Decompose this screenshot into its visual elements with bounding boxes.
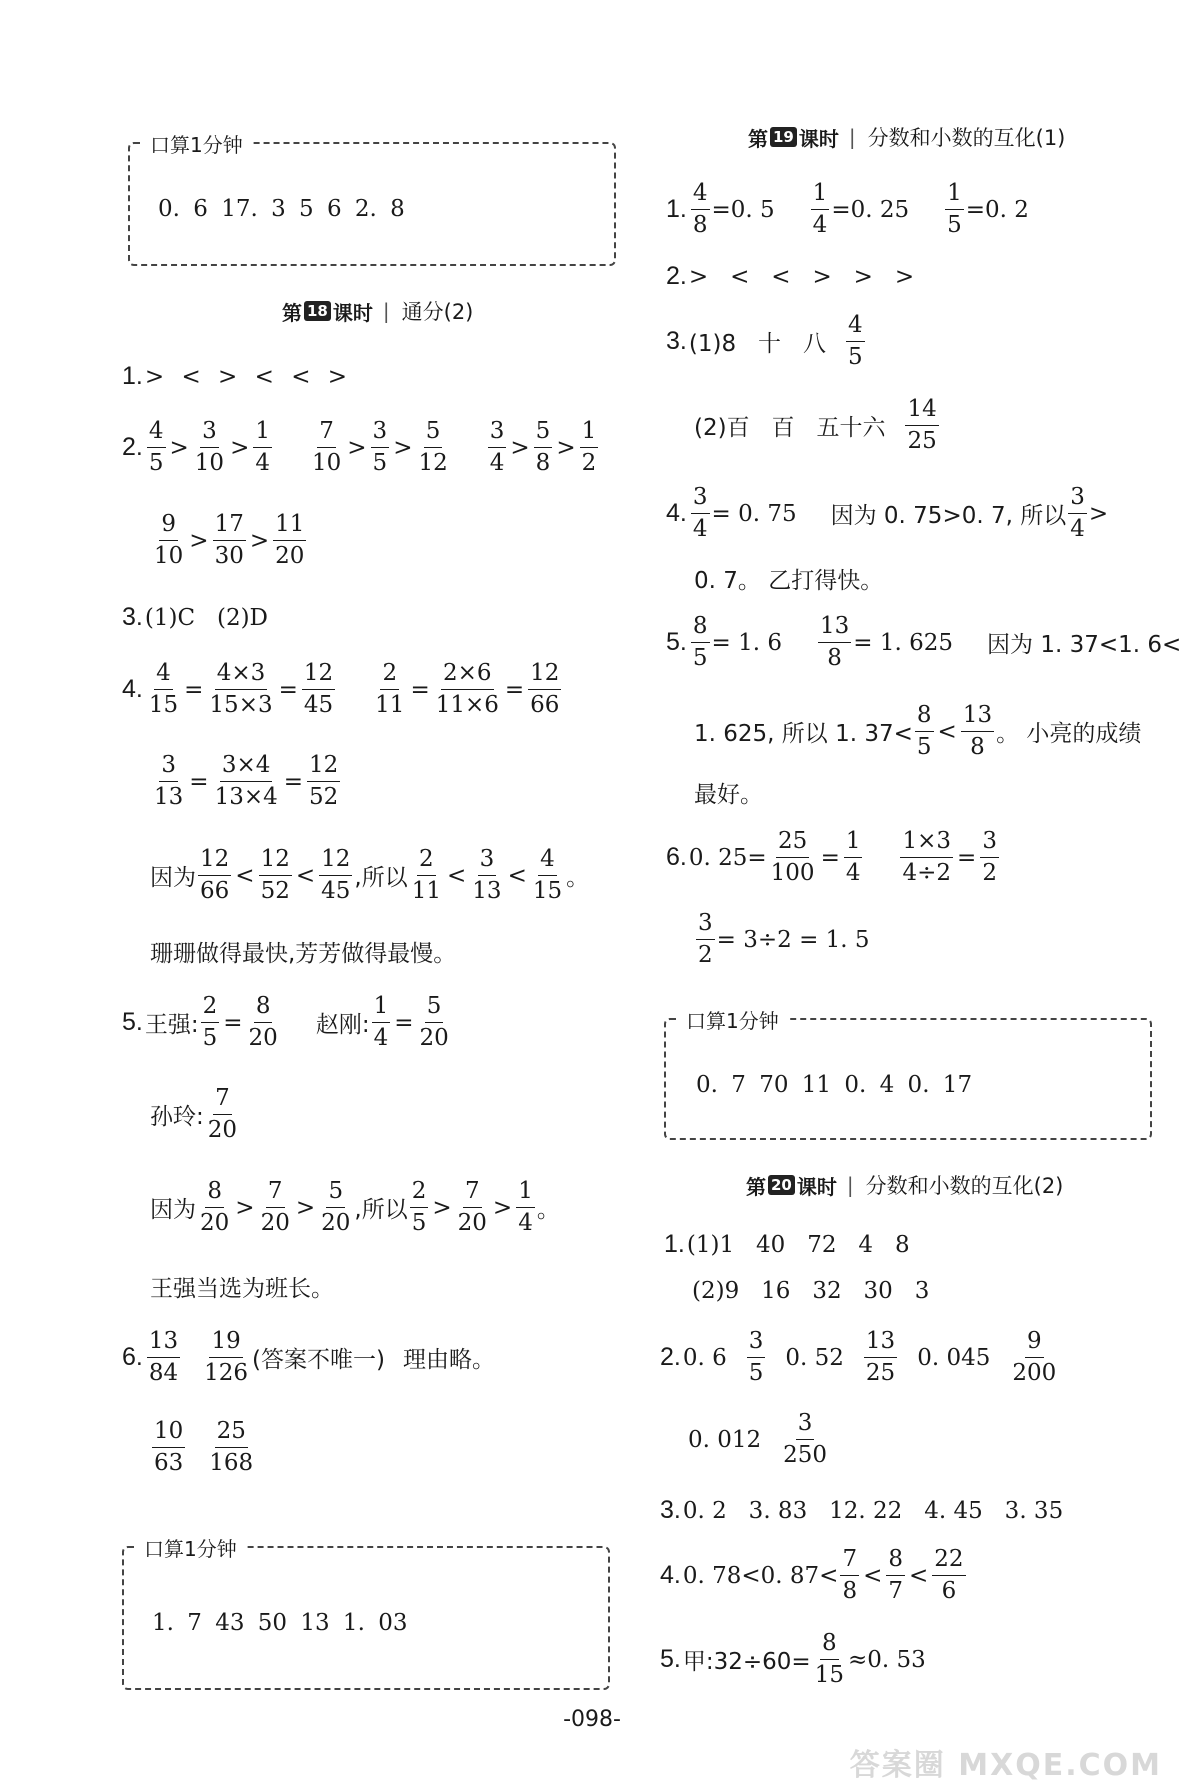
page-number: -098- (563, 1707, 621, 1732)
answer-number: 4. (660, 1561, 681, 1589)
r-answer-6-line2: $\frac{3}{2}$ = 3÷2 = 1. 5 (698, 910, 870, 968)
lesson-prefix: 第 (746, 1174, 766, 1199)
r-answer-4-line2: 0. 7。 乙打得快。 (694, 568, 884, 594)
r2-answer-1-line2 (692, 1278, 929, 1304)
answer-4-line2: $\frac{3}{13}$ = $\frac{3\times 4}{13\times 4}$ = $\frac{12}{52}$ (154, 752, 339, 810)
answer-6: 6. $\frac{13}{84}$ $\frac{19}{126}$ (答案不唯一) 理由略。 (122, 1328, 495, 1386)
r-answer-2 (666, 262, 914, 291)
lesson-title: 分数和小数的互化(2) (865, 1174, 1064, 1198)
lesson-18-header: 第 18 课时 | 通分(2) (282, 296, 473, 326)
value: > (1088, 500, 1109, 527)
lesson-prefix: 第 (282, 300, 302, 325)
lesson-number: 19 (770, 127, 797, 147)
lesson-20-header: 第 20 课时 | 分数和小数的互化(2) (746, 1170, 1063, 1200)
value: = 1. 625 (853, 629, 954, 656)
value: 0. 52 (785, 1344, 844, 1371)
answer-1 (122, 362, 347, 391)
answer-number: 4. (666, 499, 687, 527)
lesson-19-header: 第 19 课时 | 分数和小数的互化(1) (748, 122, 1065, 152)
r-answer-1: 1. $\frac{4}{8}$ =0. 5 $\frac{1}{4}$ =0. 25 $\frac{1}{5}$ =0. 2 (666, 180, 1029, 238)
answer-text: (2)9 16 32 30 3 (692, 1278, 930, 1304)
quick-calc-box (664, 1009, 1152, 1140)
lesson-suffix: 课时 (332, 300, 373, 325)
answer-number: 1. (122, 362, 143, 390)
quick-calc-title: 口算1分钟 (678, 1005, 787, 1034)
lesson-number: 20 (768, 1175, 795, 1195)
name-sunling: 孙玲: (150, 1104, 204, 1130)
r-answer-5: 5. $\frac{8}{5}$ = 1. 6 $\frac{13}{8}$ = 1. 625 因为 1. 37<1. 6< (666, 613, 1182, 671)
text-end: 。 (566, 865, 590, 891)
text-so: ,所以 (354, 1197, 408, 1223)
answer-text: 0. 2 3. 83 12. 22 4. 45 3. 35 (682, 1497, 1064, 1524)
r2-answer-1 (664, 1230, 910, 1259)
answer-number: 5. (660, 1645, 681, 1673)
reason-text: 因为 1. 37<1. 6< (987, 632, 1182, 658)
lesson-title: 通分(2) (401, 300, 474, 324)
answer-number: 2. (660, 1343, 681, 1371)
r-answer-3: 3. (1)8 十 八 $\frac{4}{5}$ (666, 312, 863, 370)
value: = 1. 6 (711, 629, 782, 656)
answer-number: 2. (666, 262, 687, 290)
value: = 3÷2 = 1. 5 (716, 926, 870, 953)
r2-answer-4: 4. 0. 78<0. 87< $\frac{7}{8}$ < $\frac{8}{7}$ < $\frac{22}{6}$ (660, 1546, 964, 1604)
answer-5-line2: 孙玲: $\frac{7}{20}$ (150, 1085, 238, 1143)
text-so: ,所以 (354, 865, 408, 891)
name-zhaogang: 赵刚: (315, 1012, 370, 1038)
text-because: 因为 (150, 865, 196, 891)
quick-calc-values: 0. 7 70 11 0. 4 0. 17 (696, 1072, 973, 1098)
quick-calc-box (128, 133, 616, 266)
answer-number: 6. (122, 1343, 143, 1371)
answer-4-line3: 因为 $\frac{12}{66}$ < $\frac{12}{52}$ < $\frac{12}{45}$ ,所以 $\frac{2}{11}$ < $\frac{3}{13}$ < $\frac{4}{15}$ 。 (150, 846, 590, 904)
r2-answer-2: 2. 0. 6 $\frac{3}{5}$ 0. 52 $\frac{13}{25}$ 0. 045 $\frac{9}{200}$ (660, 1328, 1057, 1386)
reason-text: 。 小亮的成绩 (996, 721, 1142, 747)
answer-note: (答案不唯一) (252, 1347, 385, 1373)
answer-text: (1)8 十 八 (688, 331, 826, 357)
value: 0. 045 (917, 1344, 991, 1371)
value: =0. 2 (965, 196, 1029, 223)
r2-answer-3 (660, 1496, 1063, 1525)
lesson-prefix: 第 (748, 126, 768, 151)
answer-number: 3. (660, 1496, 681, 1524)
answer-6-line2: $\frac{10}{63}$ $\frac{25}{168}$ (154, 1418, 254, 1476)
value: =0. 5 (711, 196, 775, 223)
answer-number: 4. (122, 675, 143, 703)
answer-number: 1. (666, 195, 687, 223)
value: 0. 6 (682, 1344, 727, 1371)
r-answer-4: 4. $\frac{3}{4}$ = 0. 75 因为 0. 75>0. 7, 所以 $\frac{3}{4}$ > (666, 484, 1109, 542)
answer-text: > < > < < > (144, 363, 348, 390)
answer-number: 3. (122, 603, 143, 631)
lesson-title: 分数和小数的互化(1) (867, 126, 1066, 150)
answer-5-line3: 因为 $\frac{8}{20}$ > $\frac{7}{20}$ > $\frac{5}{20}$ ,所以 $\frac{2}{5}$ > $\frac{7}{20}$ > $\frac{1}{4}$ 。 (150, 1178, 560, 1236)
answer-text: (2)百 百 五十六 (694, 415, 886, 441)
watermark-logo: 答案圈 MXQE.COM (849, 1748, 1162, 1783)
answer-number: 5. (666, 628, 687, 656)
lesson-number: 18 (304, 301, 331, 321)
quick-calc-values: 0. 6 17. 3 5 6 2. 8 (158, 196, 405, 222)
r-answer-5-line3: 最好。 (694, 782, 763, 808)
quick-calc-box (122, 1537, 610, 1690)
answer-text: (1)C (2)D (144, 604, 268, 631)
value: = 0. 75 (711, 500, 797, 527)
lesson-suffix: 课时 (796, 1174, 837, 1199)
r2-answer-2-line2: 0. 012 $\frac{3}{250}$ (688, 1410, 828, 1468)
answer-5-conclusion: 王强当选为班长。 (150, 1276, 334, 1302)
name-wangqiang: 王强: (144, 1012, 199, 1038)
answer-3 (122, 603, 268, 632)
answer-number: 3. (666, 327, 687, 355)
r-answer-6: 6. 0. 25= $\frac{25}{100}$ = $\frac{1}{4}$ $\frac{1\times 3}{4\div 2}$ = $\frac{3}{2}$ (666, 828, 997, 886)
quick-calc-title: 口算1分钟 (142, 129, 251, 158)
answer-4: 4. $\frac{4}{15}$ = $\frac{4\times 3}{15\times 3}$ = $\frac{12}{45}$ $\frac{2}{11}$ = $\frac{2\times 6}{11\times 6}$ = $\frac{12}{66}$ (122, 660, 560, 718)
text-because: 因为 (150, 1197, 196, 1223)
answer-2-line2: $\frac{9}{10}$ > $\frac{17}{30}$ > $\frac{11}{20}$ (154, 511, 305, 569)
answer-number: 1. (664, 1230, 685, 1258)
answer-number: 2. (122, 433, 143, 461)
reason-text: 1. 625, 所以 1. 37< (694, 721, 913, 747)
answer-4-conclusion: 珊珊做得最快,芳芳做得最慢。 (150, 941, 457, 967)
value: ≈0. 53 (847, 1646, 926, 1673)
answer-5: 5. 王强: $\frac{2}{5}$ = $\frac{8}{20}$ 赵刚: $\frac{1}{4}$ = $\frac{5}{20}$ (122, 993, 449, 1051)
quick-calc-title: 口算1分钟 (136, 1533, 245, 1562)
r2-answer-5: 5. 甲:32÷60= $\frac{8}{15}$ ≈0. 53 (660, 1630, 926, 1688)
value: 甲:32÷60= (682, 1649, 811, 1675)
value: 0. 012 (688, 1426, 762, 1453)
answer-2: 2. $\frac{4}{5}$ > $\frac{3}{10}$ > $\frac{1}{4}$ $\frac{7}{10}$ > $\frac{3}{5}$ > $\frac{5}{12}$ $\frac{3}{4}$ > $\frac{5}{8}$ > $\frac{1}{2}$ (122, 418, 597, 476)
r-answer-3-line2: (2)百 百 五十六 $\frac{14}{25}$ (694, 396, 937, 454)
answer-number: 5. (122, 1008, 143, 1036)
answer-number: 6. (666, 843, 687, 871)
r-answer-5-line2: 1. 625, 所以 1. 37< $\frac{8}{5}$ < $\frac{13}{8}$ 。 小亮的成绩 (694, 702, 1142, 760)
value: 0. 25= (688, 844, 767, 871)
value: =0. 25 (831, 196, 910, 223)
reason-text: 因为 0. 75>0. 7, 所以 (830, 503, 1067, 529)
text-end: 。 (536, 1197, 560, 1223)
lesson-suffix: 课时 (798, 126, 839, 151)
quick-calc-values: 1. 7 43 50 13 1. 03 (152, 1610, 408, 1636)
answer-text: 0. 78<0. 87< (682, 1562, 839, 1589)
answer-text: > < < > > > (688, 263, 915, 290)
answer-text: (1)1 40 72 4 8 (686, 1231, 910, 1258)
answer-reason: 理由略。 (403, 1347, 495, 1373)
